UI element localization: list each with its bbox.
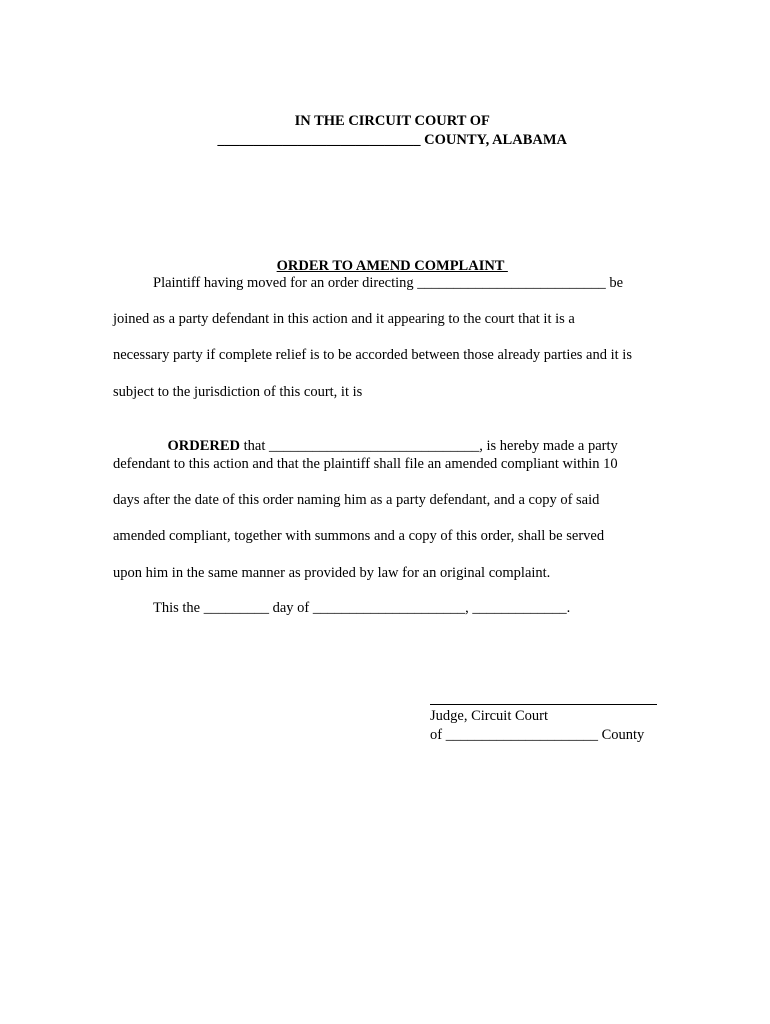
para2-line2: defendant to this action and that the plaintiff shall file an amended compliant within 10 [113, 456, 618, 472]
title-text: ORDER TO AMEND COMPLAINT [276, 258, 508, 274]
ordered-word: ORDERED [167, 438, 241, 454]
para2-line3: days after the date of this order naming him as a party defendant, and a copy of said [113, 492, 600, 508]
signature-line [430, 704, 657, 705]
para1-line1: Plaintiff having moved for an order directing __________________________ be [153, 275, 624, 291]
para2-line5: upon him in the same manner as provided by law for an original complaint. [113, 565, 551, 581]
county-line: ____________________________ COUNTY, ALABAMA [217, 132, 567, 148]
court-line: IN THE CIRCUIT COURT OF [294, 113, 490, 129]
para1-line4: subject to the jurisdiction of this court, it is [113, 384, 363, 400]
para2-line4: amended compliant, together with summons and a copy of this order, shall be served [113, 528, 605, 544]
para1-line2: joined as a party defendant in this action and it appearing to the court that it is a [113, 311, 575, 327]
para1-line3: necessary party if complete relief is to be accorded between those already parties and it is [113, 347, 632, 363]
judge-county-line: of _____________________ County [430, 727, 645, 743]
date-line: This the _________ day of _____________________, _____________. [153, 600, 571, 616]
para2-line1-rest: that _____________________________, is hereby made a party [240, 438, 618, 454]
judge-title: Judge, Circuit Court [430, 708, 549, 724]
county-heading [0, 113, 770, 167]
